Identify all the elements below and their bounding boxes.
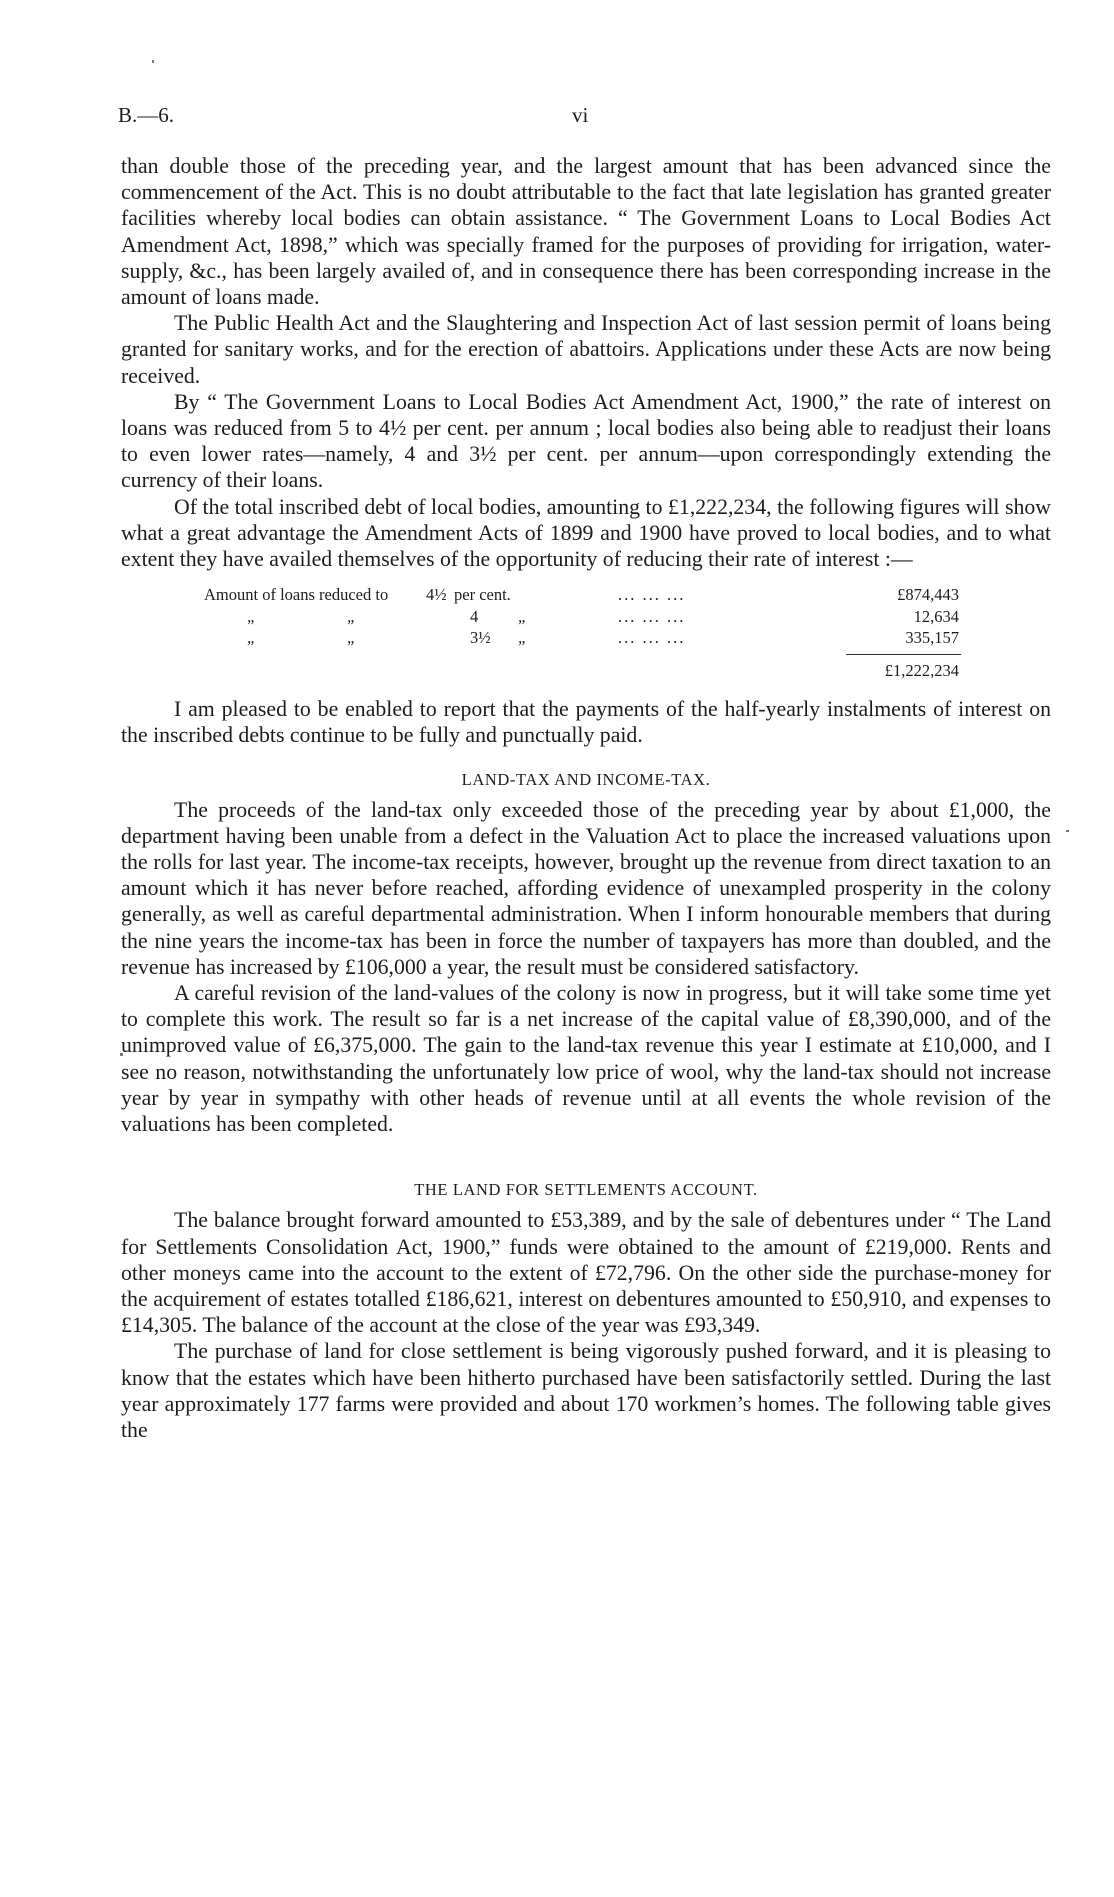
document-code: B.—6. <box>118 103 175 127</box>
loans-table <box>121 584 1051 694</box>
amount-value: 335,157 <box>905 628 959 648</box>
page-number: vi <box>572 103 589 127</box>
paragraph: The purchase of land for close settlement is being vigorously pushed forward, and it is pleasing to know that the estates which have been hitherto purchased have been satisfactorily settled. During the last year approximately 177 farms were provided and about 170 workmen’s homes. The following table gives the <box>121 1339 1051 1442</box>
ditto-mark: „ <box>247 606 257 626</box>
paragraph: The balance brought forward amounted to £53,389, and by the sale of debentures under “ The Land for Settlements Consolidation Act, 1900,” funds were obtained to the amount of £219,000. Rents and other moneys came into the account to the extent of £72,796. On the other side the purchase-money for the acquirement of estates totalled £186,621, interest on debentures amounted to £50,910, and expenses to £14,305. The balance of the account at the close of the year was £93,349. <box>121 1208 1051 1338</box>
paragraph: Of the total inscribed debt of local bodies, amounting to £1,222,234, the following figures will show what a great advantage the Amendment Acts of 1899 and 1900 have proved to local bodies, and to what extent they have availed themselves of the opportunity of reducing their rate of interest :— <box>121 494 1051 572</box>
paragraph: than double those of the preceding year, and the largest amount that has been advanced since the commencement of the Act. This is no doubt attributable to the fact that late legislation has granted greater facilities whereby local bodies can obtain assistance. “ The Government Loans to Local Bodies Act Amendment Act, 1898,” which was specially framed for the purposes of providing for irrigation, water-supply, &c., has been largely availed of, and in consequence there has been corresponding increase in the amount of loans made. <box>121 154 1051 310</box>
ditto-mark: „ <box>518 628 528 648</box>
scan-speck <box>152 60 154 63</box>
leader-dots: ... ... ... <box>618 585 686 605</box>
total-value: £1,222,234 <box>884 661 959 681</box>
paragraph: The Public Health Act and the Slaughtering and Inspection Act of last session permit of loans being granted for sanitary works, and for the erection of abattoirs. Applications under these Acts are now being received. <box>121 311 1051 388</box>
page-header <box>0 103 1114 133</box>
table-row <box>121 627 1051 649</box>
table-row <box>121 584 1051 606</box>
document-body <box>121 153 1051 1443</box>
paragraph: I am pleased to be enabled to report that the payments of the half-yearly instalments of interest on the inscribed debts continue to be fully and punctually paid. <box>121 697 1051 748</box>
rate-value: 4 <box>470 606 479 626</box>
leader-dots: ... ... ... <box>618 606 686 626</box>
section-heading: THE LAND FOR SETTLEMENTS ACCOUNT. <box>414 1180 758 1200</box>
rate-value: 3½ <box>470 628 491 648</box>
ditto-mark: „ <box>347 628 357 648</box>
paragraph: By “ The Government Loans to Local Bodies Act Amendment Act, 1900,” the rate of interest on loans was reduced from 5 to 4½ per cent. per annum ; local bodies also being able to readjust their loans to even lower rates—namely, 4 and 3½ per cent. per annum—upon correspondingly extending the currency of their loans. <box>121 389 1051 493</box>
ditto-mark: „ <box>247 628 257 648</box>
leader-dots: ... ... ... <box>618 628 686 648</box>
ditto-mark: „ <box>347 606 357 626</box>
total-rule <box>846 654 961 655</box>
amount-value: £874,443 <box>897 585 959 605</box>
per-cent-label: per cent. <box>454 585 511 605</box>
table-row <box>121 606 1051 628</box>
row-label: Amount of loans reduced to <box>204 585 389 605</box>
scan-speck <box>1066 830 1069 832</box>
rate-value: 4½ <box>426 585 447 605</box>
ditto-mark: „ <box>518 606 528 626</box>
section-heading: LAND-TAX AND INCOME-TAX. <box>461 769 711 789</box>
amount-value: 12,634 <box>913 606 959 626</box>
paragraph: A careful revision of the land-values of the colony is now in progress, but it will take some time yet to complete this work. The result so far is a net increase of the capital value of £8,390,000, and of the unimproved value of £6,375,000. The gain to the land-tax revenue this year I estimate at £10,000, and I see no reason, notwithstanding the unfortunately low price of wool, why the land-tax should not increase year by year in sympathy with other heads of revenue until at all events the whole revision of the valuations has been completed. <box>121 981 1051 1137</box>
paragraph: The proceeds of the land-tax only exceeded those of the preceding year by about £1,000, the department having been unable from a defect in the Valuation Act to place the increased valuations upon the rolls for last year. The income-tax receipts, however, brought up the revenue from direct taxation to an amount which it has never before reached, affording evidence of unexampled prosperity in the colony generally, as well as careful departmental administration. When I inform honourable members that during the nine years the income-tax has been in force the number of taxpayers has more than doubled, and the revenue has increased by £106,000 a year, the result must be considered satisfactory. <box>121 797 1051 979</box>
